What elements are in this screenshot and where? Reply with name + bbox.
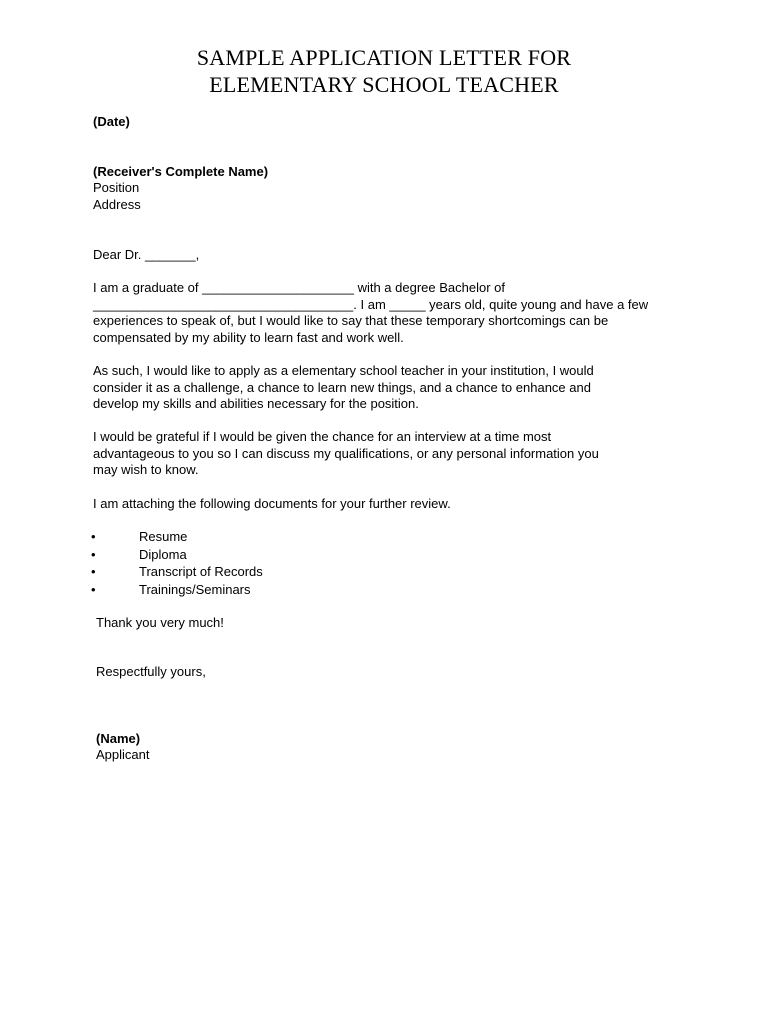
list-item — [93, 546, 673, 564]
bullet-icon: • — [91, 546, 96, 562]
paragraph-apply — [93, 363, 673, 413]
bullet-icon: • — [91, 529, 96, 545]
paragraph-graduate — [93, 280, 673, 346]
paragraph-line: ____________________________________. I am _____ years old, quite young and have a few — [93, 296, 649, 312]
receiver-position: Position — [93, 180, 140, 196]
paragraph-line: may wish to know. — [93, 462, 199, 478]
attachment-label: Transcript of Records — [139, 564, 263, 580]
attachments-list — [93, 528, 673, 598]
bullet-icon: • — [91, 564, 96, 580]
document-title — [0, 44, 768, 98]
paragraph-line: compensated by my ability to learn fast and work well. — [93, 329, 404, 345]
paragraph-line: experiences to speak of, but I would like to say that these temporary shortcomings can be — [93, 313, 609, 329]
list-item — [93, 563, 673, 581]
paragraph-line: advantageous to you so I can discuss my qualifications, or any personal information you — [93, 445, 599, 461]
receiver-name: (Receiver's Complete Name) — [93, 163, 269, 179]
paragraph-line: consider it as a challenge, a chance to learn new things, and a chance to enhance and — [93, 379, 591, 395]
list-item — [93, 581, 673, 599]
thanks-line: Thank you very much! — [96, 614, 224, 630]
paragraph-attaching: I am attaching the following documents for your further review. — [93, 495, 451, 511]
receiver-address: Address — [93, 196, 141, 212]
salutation: Dear Dr. _______, — [93, 246, 200, 262]
list-item — [93, 528, 673, 546]
paragraph-line: I would be grateful if I would be given the chance for an interview at a time most — [93, 429, 552, 445]
attachment-label: Diploma — [139, 546, 187, 562]
paragraph-line: I am a graduate of _____________________ with a degree Bachelor of — [93, 279, 505, 295]
signature-name: (Name) — [96, 730, 141, 746]
title-line-2: ELEMENTARY SCHOOL TEACHER — [209, 72, 559, 97]
bullet-icon: • — [91, 582, 96, 598]
title-line-1: SAMPLE APPLICATION LETTER FOR — [196, 45, 572, 70]
paragraph-line: develop my skills and abilities necessary for the position. — [93, 396, 419, 412]
paragraph-interview — [93, 429, 673, 479]
complimentary-close: Respectfully yours, — [96, 664, 206, 680]
date-placeholder: (Date) — [93, 114, 130, 129]
signature-title: Applicant — [96, 747, 150, 763]
attachment-label: Trainings/Seminars — [139, 582, 251, 598]
paragraph-line: As such, I would like to apply as a elementary school teacher in your institution, I would — [93, 362, 594, 378]
attachment-label: Resume — [139, 529, 188, 545]
letter-body — [93, 114, 673, 764]
